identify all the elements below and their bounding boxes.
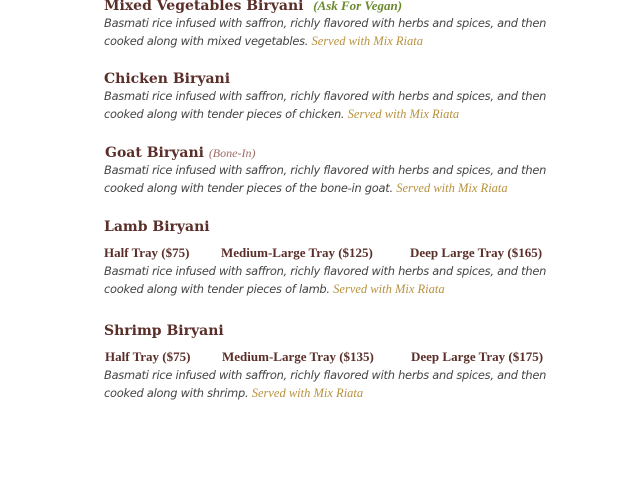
- menu-item-lamb-biryani: [104, 218, 564, 298]
- item-title: [104, 70, 564, 88]
- tray-price-half: Half Tray ($75): [105, 349, 191, 364]
- item-title: [104, 322, 564, 340]
- item-name: Mixed Vegetables Biryani: [104, 0, 304, 14]
- tray-price-deep-large: Deep Large Tray ($175): [411, 349, 544, 364]
- served-with-note: Served with Mix Riata: [251, 385, 364, 400]
- menu-item-chicken-biryani: [104, 70, 564, 123]
- served-with-note: Served with Mix Riata: [311, 33, 423, 48]
- menu-item-mixed-vegetables-biryani: [104, 0, 564, 50]
- served-with-note: Served with Mix Riata: [347, 106, 460, 121]
- item-title: [104, 144, 564, 162]
- menu-item-goat-biryani: [104, 144, 564, 197]
- item-name: Lamb Biryani: [104, 219, 210, 235]
- item-name: Goat Biryani: [105, 145, 204, 161]
- vegan-note: (Ask For Vegan): [313, 0, 403, 13]
- menu-item-shrimp-biryani: [104, 322, 564, 402]
- item-description-text: Basmati rice infused with saffron, richly flavored with herbs and spices, and then cooked along with mixed vegetables.: [104, 16, 547, 48]
- tray-prices: [104, 349, 564, 367]
- tray-price-medium-large: Medium-Large Tray ($135): [222, 349, 374, 364]
- item-description: [104, 367, 564, 402]
- tray-price-medium-large: Medium-Large Tray ($125): [221, 245, 373, 260]
- item-description-text: Basmati rice infused with saffron, richly flavored with herbs and spices, and then cooked along with shrimp.: [104, 368, 547, 400]
- item-description: [104, 263, 564, 298]
- item-title: [104, 218, 564, 236]
- item-description-text: Basmati rice infused with saffron, richly flavored with herbs and spices, and then cooked along with tender pieces of chicken.: [104, 89, 547, 121]
- item-name: Shrimp Biryani: [104, 323, 224, 339]
- item-title: [104, 0, 564, 15]
- tray-prices: [104, 245, 564, 263]
- tray-price-deep-large: Deep Large Tray ($165): [410, 245, 543, 260]
- served-with-note: Served with Mix Riata: [333, 281, 445, 296]
- item-description-text: Basmati rice infused with saffron, richly flavored with herbs and spices, and then cooked along with tender pieces of the bone-in goat.: [104, 163, 547, 195]
- item-description: [104, 88, 564, 123]
- tray-price-half: Half Tray ($75): [104, 245, 190, 260]
- bone-in-note: (Bone-In): [208, 146, 256, 160]
- served-with-note: Served with Mix Riata: [396, 180, 508, 195]
- item-description: [104, 162, 564, 197]
- item-description-text: Basmati rice infused with saffron, richly flavored with herbs and spices, and then cooked along with tender pieces of lamb.: [104, 264, 547, 296]
- item-name: Chicken Biryani: [104, 71, 231, 87]
- item-description: [104, 15, 564, 50]
